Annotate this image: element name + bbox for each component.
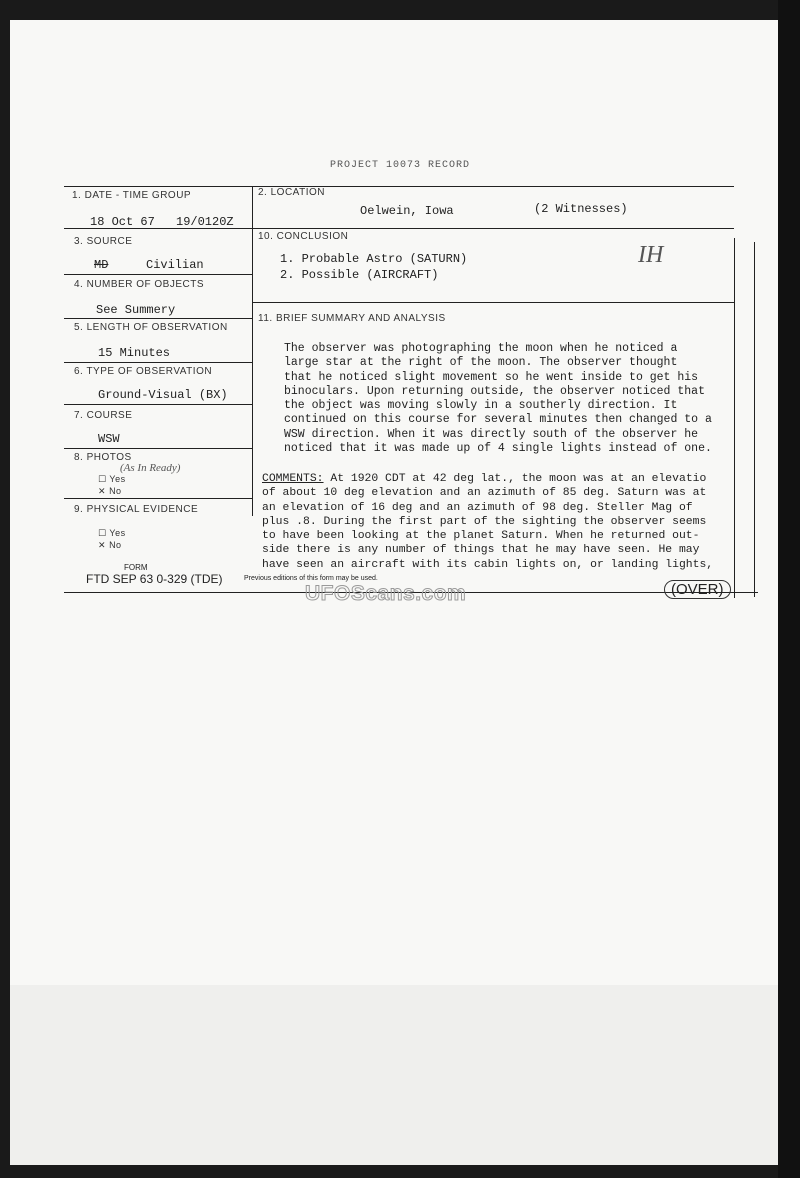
evidence-yes: ☐ Yes: [98, 528, 126, 539]
source-value: Civilian: [146, 258, 204, 272]
date-value: 18 Oct 67: [90, 215, 155, 229]
photos-note: (As In Ready): [120, 462, 181, 474]
paper-lower-area: [10, 985, 778, 1165]
summary-line: binoculars. Upon returning outside, the observer noticed that: [284, 384, 705, 398]
source-label: 3. SOURCE: [74, 236, 133, 247]
checkbox-icon: ☐: [98, 475, 107, 485]
form-id: FTD SEP 63 0-329 (TDE): [86, 572, 223, 586]
comments-line: to have been looking at the planet Saturn. When he returned out-: [262, 530, 700, 543]
witnesses-note: (2 Witnesses): [534, 202, 628, 216]
location-value: Oelwein, Iowa: [360, 204, 454, 218]
summary-label: 11. BRIEF SUMMARY AND ANALYSIS: [258, 313, 446, 324]
watermark: UFOScans.com: [305, 582, 467, 605]
handwritten-initials: IH: [638, 242, 664, 268]
summary-text: [284, 342, 764, 470]
length-value: 15 Minutes: [98, 346, 171, 360]
over-mark: (OVER): [664, 580, 731, 599]
column-divider: [252, 186, 253, 516]
comments-first-line: COMMENTS: At 1920 CDT at 42 deg lat., the moon was at an elevatio: [262, 473, 707, 485]
checkmark-x-icon: ✕: [98, 541, 107, 551]
photos-yes: ☐ Yes: [98, 474, 126, 485]
record-form: [64, 182, 758, 602]
summary-line: that he noticed slight movement so he went inside to get his: [284, 370, 699, 384]
evidence-label: 9. PHYSICAL EVIDENCE: [74, 504, 199, 515]
photos-label: 8. PHOTOS: [74, 452, 132, 463]
length-label: 5. LENGTH OF OBSERVATION: [74, 322, 228, 333]
summary-line: the object was moving slowly in a southerly direction. It: [284, 399, 678, 413]
comments-line: of about 10 deg elevation and an azimuth of 85 deg. Saturn was at: [262, 487, 707, 500]
date-time-label: 1. DATE - TIME GROUP: [72, 190, 192, 201]
location-label: 2. LOCATION: [258, 187, 325, 198]
course-value: WSW: [98, 432, 120, 446]
checkmark-x-icon: ✕: [98, 487, 107, 497]
comments-block: [262, 472, 758, 572]
summary-line: The observer was photographing the moon when he noticed a: [284, 342, 678, 355]
comments-line: an elevation of 16 deg and an azimuth of 98 deg. Steller Mag of: [262, 501, 693, 514]
evidence-no: ✕ No: [98, 540, 122, 551]
course-label: 7. COURSE: [74, 410, 133, 421]
photos-no: ✕ No: [98, 486, 122, 497]
source-prefix: MD: [94, 258, 109, 272]
checkbox-icon: ☐: [98, 529, 107, 539]
objects-value: See Summery: [96, 303, 176, 317]
objects-label: 4. NUMBER OF OBJECTS: [74, 279, 205, 290]
time-value: 19/0120Z: [176, 215, 234, 229]
summary-line: large star at the right of the moon. The observer thought: [284, 356, 678, 370]
comments-line: have seen an aircraft with its cabin lights on, or landing lights,: [262, 558, 714, 571]
conclusion-label: 10. CONCLUSION: [258, 231, 349, 242]
summary-line: continued on this course for several minutes then changed to a: [284, 413, 712, 427]
conclusion-line-1: 1. Probable Astro (SATURN): [280, 252, 468, 266]
type-value: Ground-Visual (BX): [98, 388, 228, 402]
scan-edge: [778, 0, 800, 1178]
summary-line: WSW direction. When it was directly south of the observer he: [284, 427, 699, 441]
conclusion-line-2: 2. Possible (AIRCRAFT): [280, 268, 439, 282]
form-word: FORM: [124, 563, 148, 572]
comments-tag: COMMENTS:: [262, 473, 324, 485]
form-header: PROJECT 10073 RECORD: [330, 160, 471, 171]
top-rule: [64, 186, 734, 187]
previous-editions-note: Previous editions of this form may be used.: [244, 575, 378, 582]
comments-line: side there is any number of things that he may have seen. He may: [262, 544, 700, 557]
type-label: 6. TYPE OF OBSERVATION: [74, 366, 213, 377]
summary-line: noticed that it was made up of 4 single lights instead of one.: [284, 442, 712, 456]
comments-line: plus .8. During the first part of the sighting the observer seems: [262, 515, 707, 528]
